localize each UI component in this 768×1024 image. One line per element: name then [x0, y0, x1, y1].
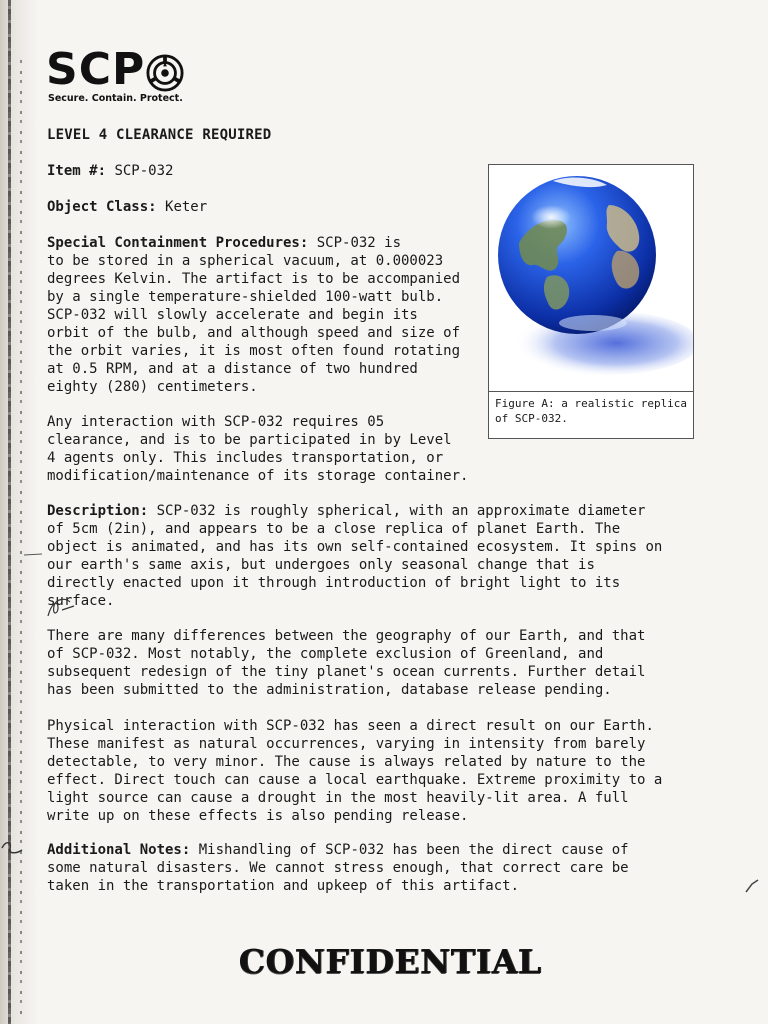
object-class-label: Object Class: — [47, 199, 157, 215]
additional-notes-section — [47, 841, 629, 895]
containment-line: eighty (280) centimeters. — [47, 379, 258, 395]
containment-line: to be stored in a spherical vacuum, at 0.000023 — [47, 253, 444, 269]
containment-label: Special Containment Procedures: — [47, 235, 309, 251]
pen-dash-icon — [742, 876, 762, 896]
logo-text: SCP — [46, 44, 146, 95]
confidential-stamp: CONFIDENTIAL — [238, 941, 542, 981]
containment-line: by a single temperature-shielded 100-watt bulb. — [47, 289, 444, 305]
description-line: object is animated, and has its own self-contained ecosystem. It spins on — [47, 539, 663, 555]
containment-section — [47, 234, 460, 396]
scp-logo — [46, 44, 196, 106]
paragraph-line: These manifest as natural occurrences, varying in intensity from barely — [47, 736, 646, 752]
paragraph-line: There are many differences between the geography of our Earth, and that — [47, 628, 646, 644]
description-line: our earth's same axis, but undergoes only seasonal change that is — [47, 557, 595, 573]
binding-edge-scratches — [20, 60, 22, 1020]
physical-interaction-paragraph — [47, 717, 662, 825]
pen-mark-icon — [0, 836, 26, 858]
description-line: of 5cm (2in), and appears to be a close replica of planet Earth. The — [47, 521, 621, 537]
paragraph-line: light source can cause a drought in the most heavily-lit area. A full — [47, 790, 629, 806]
notes-line: taken in the transportation and upkeep of this artifact. — [47, 878, 520, 894]
containment-line: SCP-032 is — [308, 235, 402, 251]
item-number-value: SCP-032 — [114, 163, 174, 179]
pen-tick-icon — [24, 550, 44, 560]
notes-line: some natural disasters. We cannot stress enough, that correct care be — [47, 860, 629, 876]
containment-line: at 0.5 RPM, and at a distance of two hundred — [47, 361, 418, 377]
description-line: surface. — [47, 593, 115, 609]
containment-line: the orbit varies, it is most often found rotating — [47, 343, 461, 359]
containment-line: orbit of the bulb, and although speed and size of — [47, 325, 461, 341]
paragraph-line: write up on these effects is also pending release. — [47, 808, 469, 824]
containment-line: degrees Kelvin. The artifact is to be accompanied — [47, 271, 461, 287]
paper-edge-shadow — [0, 0, 38, 1024]
figure-box — [488, 164, 694, 439]
binding-edge-line — [8, 0, 11, 1024]
differences-paragraph — [47, 627, 645, 699]
interaction-paragraph — [47, 413, 468, 485]
paragraph-line: Any interaction with SCP-032 requires 05 — [47, 414, 385, 430]
containment-line: SCP-032 will slowly accelerate and begin its — [47, 307, 418, 323]
paragraph-line: of SCP-032. Most notably, the complete exclusion of Greenland, and — [47, 646, 604, 662]
paragraph-line: effect. Direct touch can cause a local earthquake. Extreme proximity to a — [47, 772, 663, 788]
logo-tagline: Secure. Contain. Protect. — [48, 93, 183, 104]
figure-divider — [489, 391, 693, 392]
scp-seal-icon — [146, 54, 184, 92]
paragraph-line: clearance, and is to be participated in by Level — [47, 432, 452, 448]
paragraph-line: Physical interaction with SCP-032 has seen a direct result on our Earth. — [47, 718, 654, 734]
description-section — [47, 502, 662, 610]
paragraph-line: 4 agents only. This includes transportation, or — [47, 450, 444, 466]
paragraph-line: detectable, to very minor. The cause is always related by nature to the — [47, 754, 646, 770]
figure-caption: Figure A: a realistic replica of SCP-032. — [495, 397, 688, 425]
object-class-value: Keter — [165, 199, 208, 215]
clearance-heading: LEVEL 4 CLEARANCE REQUIRED — [47, 127, 272, 143]
paragraph-line: modification/maintenance of its storage container. — [47, 468, 469, 484]
item-number-field — [47, 163, 173, 179]
description-line: directly enacted upon it through introduction of bright light to its — [47, 575, 621, 591]
object-class-field — [47, 199, 207, 215]
pen-scribble-icon — [44, 594, 84, 622]
paragraph-line: subsequent redesign of the tiny planet's ocean currents. Further detail — [47, 664, 646, 680]
item-number-label: Item #: — [47, 163, 107, 179]
notes-line: Mishandling of SCP-032 has been the direct cause of — [190, 842, 629, 858]
globe-icon — [489, 165, 693, 391]
notes-label: Additional Notes: — [47, 842, 191, 858]
description-line: SCP-032 is roughly spherical, with an approximate diameter — [148, 503, 646, 519]
earth-globe-image — [489, 165, 693, 391]
paragraph-line: has been submitted to the administration, database release pending. — [47, 682, 612, 698]
description-label: Description: — [47, 503, 149, 519]
